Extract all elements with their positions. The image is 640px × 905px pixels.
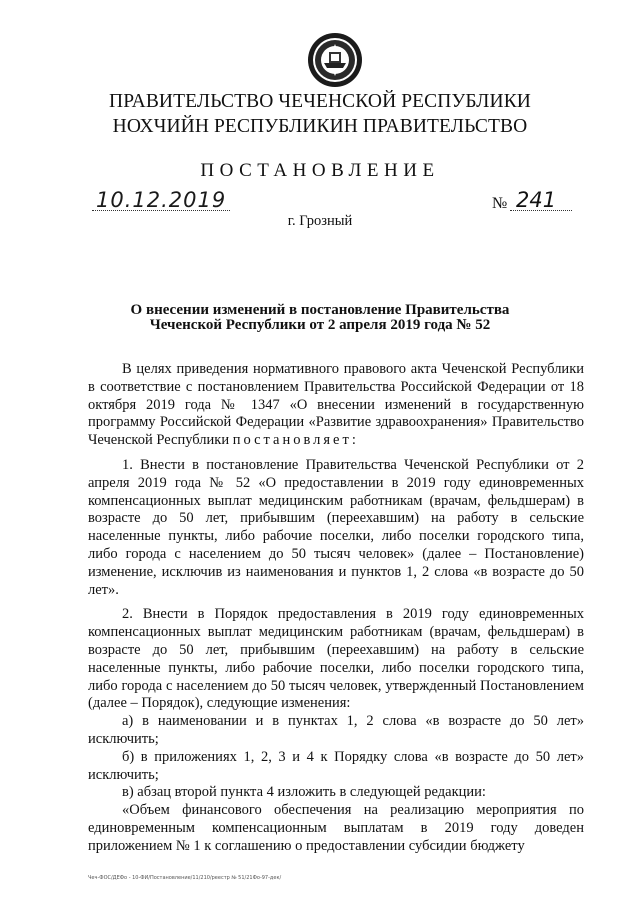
paragraph-quote: «Объем финансового обеспечения на реализацию мероприятия по единовременным компенсационным выплатам в 2019 году доведен приложением № 1 к соглашению о предоставлении субсидии бюджету xyxy=(88,802,584,854)
paragraph-2c: в) абзац второй пункта 4 изложить в следующей редакции: xyxy=(122,784,486,801)
government-name-chechen: НОХЧИЙН РЕСПУБЛИКИН ПРАВИТЕЛЬСТВО xyxy=(112,116,528,137)
paragraph-2: 2. Внести в Порядок предоставления в 2019 году единовременных компенсационных выплат медицинским работникам (врачам, фельдшерам) в возрасте до 50 лет, прибывшим (переехавшим) на работу в сельские населенные пункты, либо рабочие поселки, либо поселки городского типа, либо города с населением до 50 тысяч человек, утвержденный Постановлением (далее – Порядок), следующие изменения: xyxy=(88,606,584,712)
paragraph-2b: б) в приложениях 1, 2, 3 и 4 к Порядку слова «в возрасте до 50 лет» исключить; xyxy=(88,748,584,783)
document-body xyxy=(88,361,584,856)
decree-title-line-2: Чеченской Республики от 2 апреля 2019 года № 52 xyxy=(149,317,491,333)
city-line: г. Грозный xyxy=(287,213,353,229)
paragraph-1: 1. Внести в постановление Правительства Чеченской Республики от 2 апреля 2019 года № 52 «О предоставлении в 2019 году единовременных компенсационных выплат медицинским работникам (врачам, фельдшерам) в возрасте до 50 лет, прибывшим (переехавшим) на работу в сельские населенные пункты, либо рабочие поселки, либо поселки городского типа, либо города с населением до 50 тысяч человек» (далее – Постановление) изменение, исключив из наименования и пунктов 1, 2 слова «в возрасте до 50 лет». xyxy=(88,456,584,598)
paragraph-2a: а) в наименовании и в пунктах 1, 2 слова «в возрасте до 50 лет» исключить; xyxy=(88,713,584,747)
intro-verb: постановляет: xyxy=(232,432,359,449)
intro-paragraph xyxy=(88,361,584,450)
intro-text: В целях приведения нормативного правового акта Чеченской Республики в соответствие с постановлением Правительства Российской Федерации от 18 октября 2019 года № 1347 «О внесении изменений в государственную программу Российской Федерации «Развитие здравоохранения» Правительство Чеченской Республики xyxy=(88,361,584,449)
decree-title-line-1: О внесении изменений в постановление Правительства xyxy=(130,302,510,318)
document-type-heading: ПОСТАНОВЛЕНИЕ xyxy=(200,160,440,181)
government-name-russian: ПРАВИТЕЛЬСТВО ЧЕЧЕНСКОЙ РЕСПУБЛИКИ xyxy=(109,91,531,112)
handwritten-date: 10.12.2019 xyxy=(92,190,230,211)
footer-file-reference: Чеч-ФОС/ДЕФо - 10-ФИ/Постановление/11/210/реестр № 51/21Фо-97-дек/ xyxy=(88,875,282,881)
coat-of-arms-emblem xyxy=(307,32,363,88)
number-label: № xyxy=(492,195,508,212)
handwritten-number: 241 xyxy=(510,190,572,211)
